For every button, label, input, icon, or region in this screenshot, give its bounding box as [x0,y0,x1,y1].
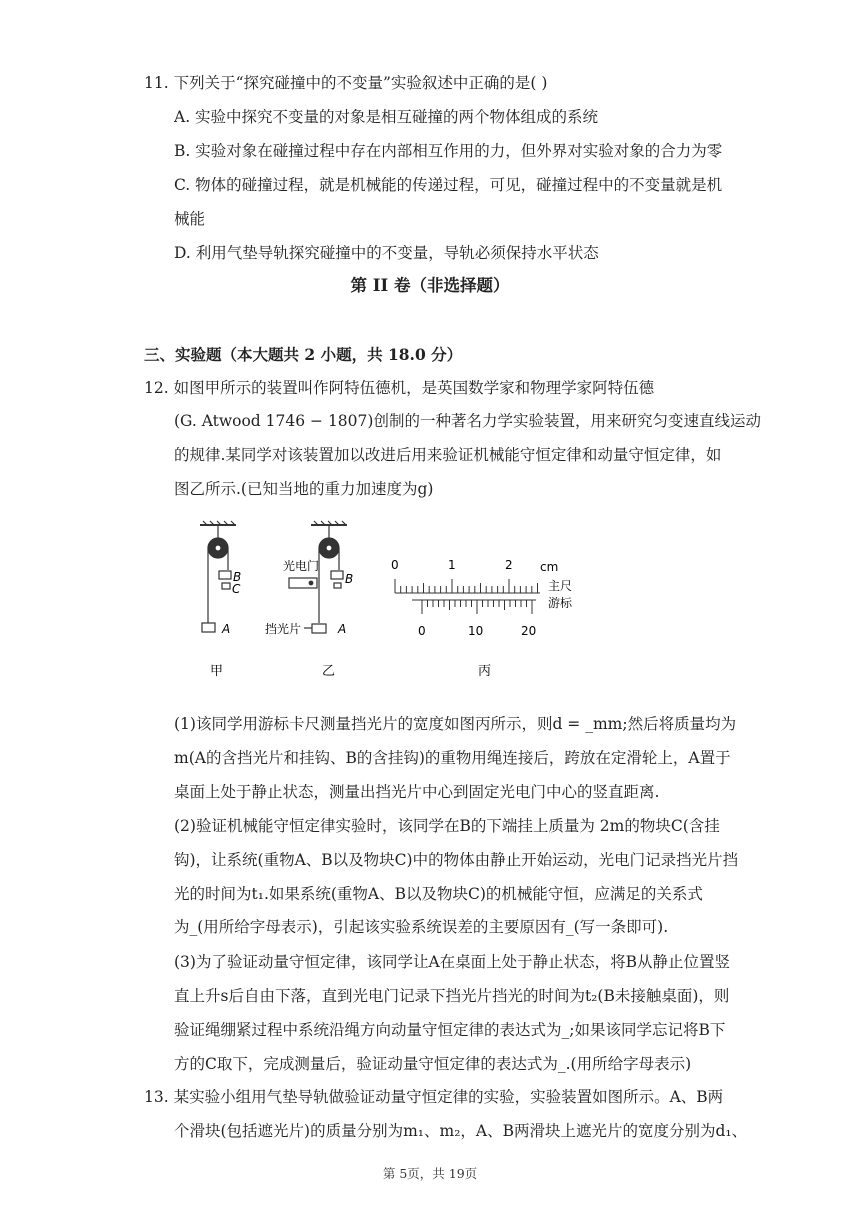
vernier-tick-20: 20 [521,624,537,638]
main-scale-label: 主尺 [548,579,573,593]
q12-part-line-7: 为_(用所给字母表示)，引起该实验系统误差的主要原因有_(写一条即可). [174,918,669,936]
q12-part-line-2: m(A的含挡光片和挂钩、B的含挂钩)的重物用绳连接后，跨放在定滑轮上，A置于 [174,749,731,767]
section-title: 三、实验题（本大题共 2 小题，共 18.0 分） [144,345,463,364]
q12-part-line-5: 钩)，让系统(重物A、B以及物块C)中的物体由静止开始运动，光电门记录挡光片挡 [174,851,739,869]
figure-bing [395,579,540,614]
q12-part-line-6: 光的时间为t₁.如果系统(重物A、B以及物块C)的机械能守恒，应满足的关系式 [174,885,703,903]
jia-caption: 甲 [210,664,224,679]
q11-option-c: C. 物体的碰撞过程，就是机械能的传递过程，可见，碰撞过程中的不变量就是机 [174,176,723,194]
vernier-label: 游标 [548,596,573,610]
q12-part-line-10: 验证绳绷紧过程中系统沿绳方向动量守恒定律的表达式为_;如果该同学忘记将B下 [174,1021,726,1039]
figure-yi [289,521,347,633]
yi-label-a: A [338,622,347,636]
vernier-tick-10: 10 [468,624,484,638]
q12-part-line-11: 方的C取下，完成测量后，验证动量守恒定律的表达式为_.(用所给字母表示) [174,1055,692,1073]
q12-line-4: 图乙所示.(已知当地的重力加速度为g) [174,480,434,498]
main-scale-tick-1: 1 [448,558,456,572]
q11-option-c-cont: 械能 [174,210,206,228]
yi-photogate-label: 光电门 [283,559,320,573]
jia-label-a: A [222,622,231,636]
jia-label-b: B [233,570,242,584]
bing-caption: 丙 [478,664,492,679]
yi-label-b: B [345,572,354,586]
q11-option-b: B. 实验对象在碰撞过程中存在内部相互作用的力，但外界对实验对象的合力为零 [174,142,723,160]
q12-part-line-9: 直上升s后自由下落，直到光电门记录下挡光片挡光的时间为t₂(B未接触桌面)，则 [174,987,730,1005]
q11-option-a: A. 实验中探究不变量的对象是相互碰撞的两个物体组成的系统 [174,108,599,126]
q12-line-3: 的规律.某同学对该装置加以改进后用来验证机械能守恒定律和动量守恒定律，如 [174,446,722,464]
figure-jia [200,521,236,632]
q11-stem: 11. 下列关于“探究碰撞中的不变量”实验叙述中正确的是( ) [144,74,548,92]
q12-line-1: 12. 如图甲所示的装置叫作阿特伍德机，是英国数学家和物理学家阿特伍德 [144,379,655,397]
q12-figure [0,515,860,685]
yi-caption: 乙 [322,664,336,679]
page-footer: 第 5页，共 19页 [382,1166,478,1181]
q13-line-2: 个滑块(包括遮光片)的质量分别为m₁、m₂，A、B两滑块上遮光片的宽度分别为d₁、 [174,1122,748,1140]
part-title: 第 II 卷（非选择题） [350,276,510,295]
main-scale-tick-2: 2 [505,558,513,572]
jia-label-c: C [232,582,241,596]
q12-part-line-4: (2)验证机械能守恒定律实验时，该同学在B的下端挂上质量为 2m的物块C(含挂 [174,817,720,835]
q12-part-line-3: 桌面上处于静止状态，测量出挡光片中心到固定光电门中心的竖直距离. [174,783,660,801]
q11-option-d: D. 利用气垫导轨探究碰撞中的不变量，导轨必须保持水平状态 [174,244,599,262]
q12-line-2: (G. Atwood 1746 − 1807)创制的一种著名力学实验装置，用来研究匀变速直线运动 [174,412,761,430]
main-scale-tick-0: 0 [391,558,399,572]
vernier-tick-0: 0 [418,624,426,638]
q12-part-line-8: (3)为了验证动量守恒定律，该同学让A在桌面上处于静止状态，将B从静止位置竖 [174,953,731,971]
yi-shade-label: 挡光片 [265,622,302,636]
q12-part-line-1: (1)该同学用游标卡尺测量挡光片的宽度如图丙所示，则d = _mm;然后将质量均为 [174,715,737,733]
cm-unit-label: cm [540,560,559,574]
q13-line-1: 13. 某实验小组用气垫导轨做验证动量守恒定律的实验，实验装置如图所示。A、B两 [144,1088,724,1106]
